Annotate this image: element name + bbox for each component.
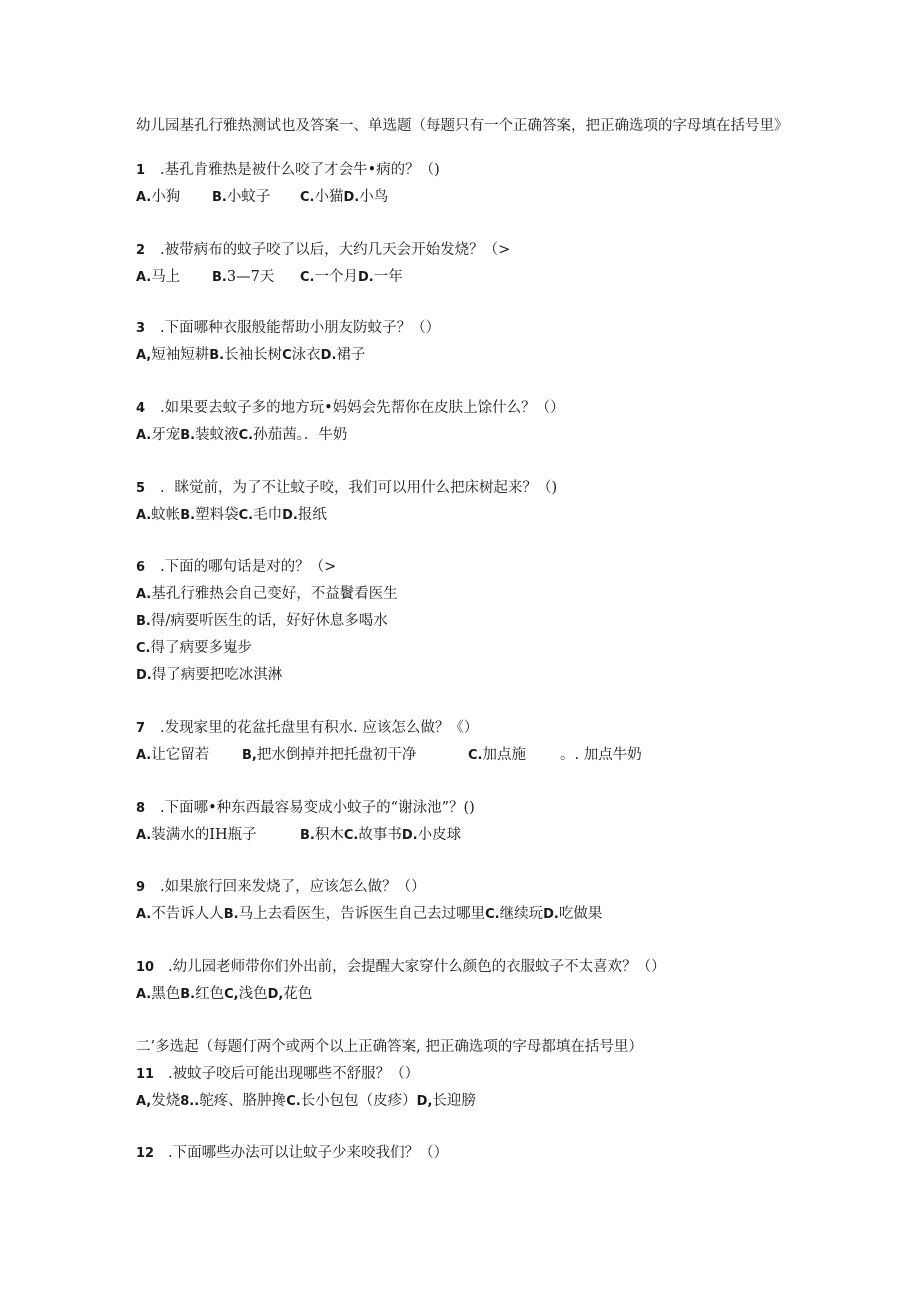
option-b: B.装蚊液 xyxy=(180,427,239,443)
question-3 xyxy=(136,318,440,339)
question-text: .下面哪•种东西最容易变成小蚊子的“谢泳池”？() xyxy=(160,800,475,816)
option-c: C.故事书 xyxy=(343,827,402,843)
option-b: B.红色 xyxy=(180,986,225,1002)
option-a: A,发烧 xyxy=(136,1093,181,1109)
option-c: C.孙茄茜。．牛奶 xyxy=(238,427,348,443)
question-text: ．眯觉前，为了不让蚊子咬，我们可以用什么把床树起来？（) xyxy=(160,480,558,496)
question-1 xyxy=(136,160,440,181)
option-6a: A.基孔行雅热会自己变好，不益鬢看医生 xyxy=(136,586,398,602)
options-2 xyxy=(136,267,403,288)
option-a: A.黑色 xyxy=(136,986,181,1002)
question-number: 5 xyxy=(136,481,146,496)
option-b: B.3—7天 xyxy=(212,269,275,285)
options-5 xyxy=(136,505,327,526)
option-b: B.塑料袋 xyxy=(180,507,239,523)
question-text: .基孔肯雅热是被什么咬了才会牛•病的？（) xyxy=(160,162,440,178)
options-10 xyxy=(136,984,312,1005)
question-12 xyxy=(136,1143,448,1164)
question-number: 4 xyxy=(136,401,146,416)
document-intro: 幼儿园基孔行雅热测试也及答案一、单选题（每题只有一个正确答案，把正确选项的字母填在括号里》 xyxy=(136,118,789,134)
question-text: .被蚊子咬后可能出现哪些不舒服？（） xyxy=(168,1066,420,1082)
option-a: A.小狗 xyxy=(136,189,181,205)
option-a: A.蚊帐 xyxy=(136,507,181,523)
option-b: B.小蚊子 xyxy=(212,189,271,205)
question-7 xyxy=(136,718,478,739)
question-number: 6 xyxy=(136,560,146,575)
option-c: C泳衣 xyxy=(282,347,321,363)
question-11 xyxy=(136,1064,419,1085)
option-b: B.长袖长树 xyxy=(209,347,283,363)
question-4 xyxy=(136,398,565,419)
option-d: D,花色 xyxy=(267,986,313,1002)
option-d: D.小皮球 xyxy=(401,827,462,843)
question-number: 10 xyxy=(136,960,155,975)
question-text: .下面的哪句话是对的？（> xyxy=(160,559,337,575)
option-c: C.一个月 xyxy=(300,269,358,285)
question-text: .下面哪种衣服般能帮助小朋友防蚊子？（） xyxy=(160,320,441,336)
option-b: B.马上去看医生，告诉医生自己去过哪里 xyxy=(223,906,486,922)
option-b: B,把水倒掉并把托盘初干净 xyxy=(242,747,417,763)
option-d: D,长迎膀 xyxy=(416,1093,476,1109)
question-text: .被带病布的蚊子咬了以后，大约几天会开始发烧？（> xyxy=(160,242,511,258)
question-number: 12 xyxy=(136,1146,155,1161)
question-number: 11 xyxy=(136,1067,155,1082)
options-8 xyxy=(136,825,461,846)
question-text: .如果旅行回来发烧了，应该怎么做？（） xyxy=(160,879,426,895)
option-6d: D.得了病要把吃冰淇淋 xyxy=(136,667,283,683)
question-text: .下面哪些办法可以让蚊子少来咬我们？（） xyxy=(168,1145,449,1161)
question-5 xyxy=(136,478,557,499)
option-c: C.加点施 xyxy=(468,747,526,763)
question-text: .发现家里的花盆托盘里有积水. 应该怎么做？《） xyxy=(160,720,479,736)
option-c: C.长小包包（皮疹） xyxy=(286,1093,417,1109)
question-number: 3 xyxy=(136,321,146,336)
question-6 xyxy=(136,557,336,578)
option-a: A,短袖短耕 xyxy=(136,347,210,363)
options-7 xyxy=(136,745,642,766)
option-d: D.小鸟 xyxy=(343,189,389,205)
question-number: 7 xyxy=(136,721,146,736)
options-3 xyxy=(136,345,365,366)
question-text: .幼儿园老师带你们外出前，会提醒大家穿什么颜色的衣服蚊子不太喜欢？（） xyxy=(168,959,666,975)
option-d: D.裙子 xyxy=(320,347,366,363)
question-number: 2 xyxy=(136,243,146,258)
question-text: .如果要去蚊子多的地方玩•妈妈会先帮你在皮肤上馀什么？（） xyxy=(160,400,565,416)
option-c: C.继续玩 xyxy=(485,906,544,922)
option-b: 8..鸵疼、胳肿搀 xyxy=(180,1093,287,1109)
option-a: A.让它留若 xyxy=(136,747,210,763)
section-2-heading: 二’多选起（每题仃两个或两个以上正确答案, 把正确选项的字母都填在括号里） xyxy=(136,1039,643,1055)
options-9 xyxy=(136,904,602,925)
question-number: 1 xyxy=(136,163,146,178)
option-d: D.吃做果 xyxy=(543,906,603,922)
option-a: A.牙宠 xyxy=(136,427,181,443)
question-10 xyxy=(136,957,666,978)
question-8 xyxy=(136,798,475,819)
option-c: C.毛巾 xyxy=(238,507,283,523)
option-d: D.报纸 xyxy=(282,507,327,523)
option-6b: B.得/病要听医生的话，好好休息多喝水 xyxy=(136,613,388,629)
option-a: A.不告诉人人 xyxy=(136,906,224,922)
option-b: B.积木 xyxy=(300,827,344,843)
option-d: 。. 加点牛奶 xyxy=(560,747,642,763)
question-number: 8 xyxy=(136,801,146,816)
option-c: C,浅色 xyxy=(224,986,268,1002)
options-11 xyxy=(136,1091,476,1112)
option-a: A.马上 xyxy=(136,269,181,285)
option-a: A.装满水的IH瓶子 xyxy=(136,827,257,843)
options-1 xyxy=(136,187,388,208)
question-number: 9 xyxy=(136,880,146,895)
question-9 xyxy=(136,877,426,898)
option-6c: C.得了病要多嵬步 xyxy=(136,640,252,656)
option-c: C.小猫 xyxy=(300,189,344,205)
option-d: D.一年 xyxy=(357,269,403,285)
options-4 xyxy=(136,425,347,446)
question-2 xyxy=(136,240,510,261)
